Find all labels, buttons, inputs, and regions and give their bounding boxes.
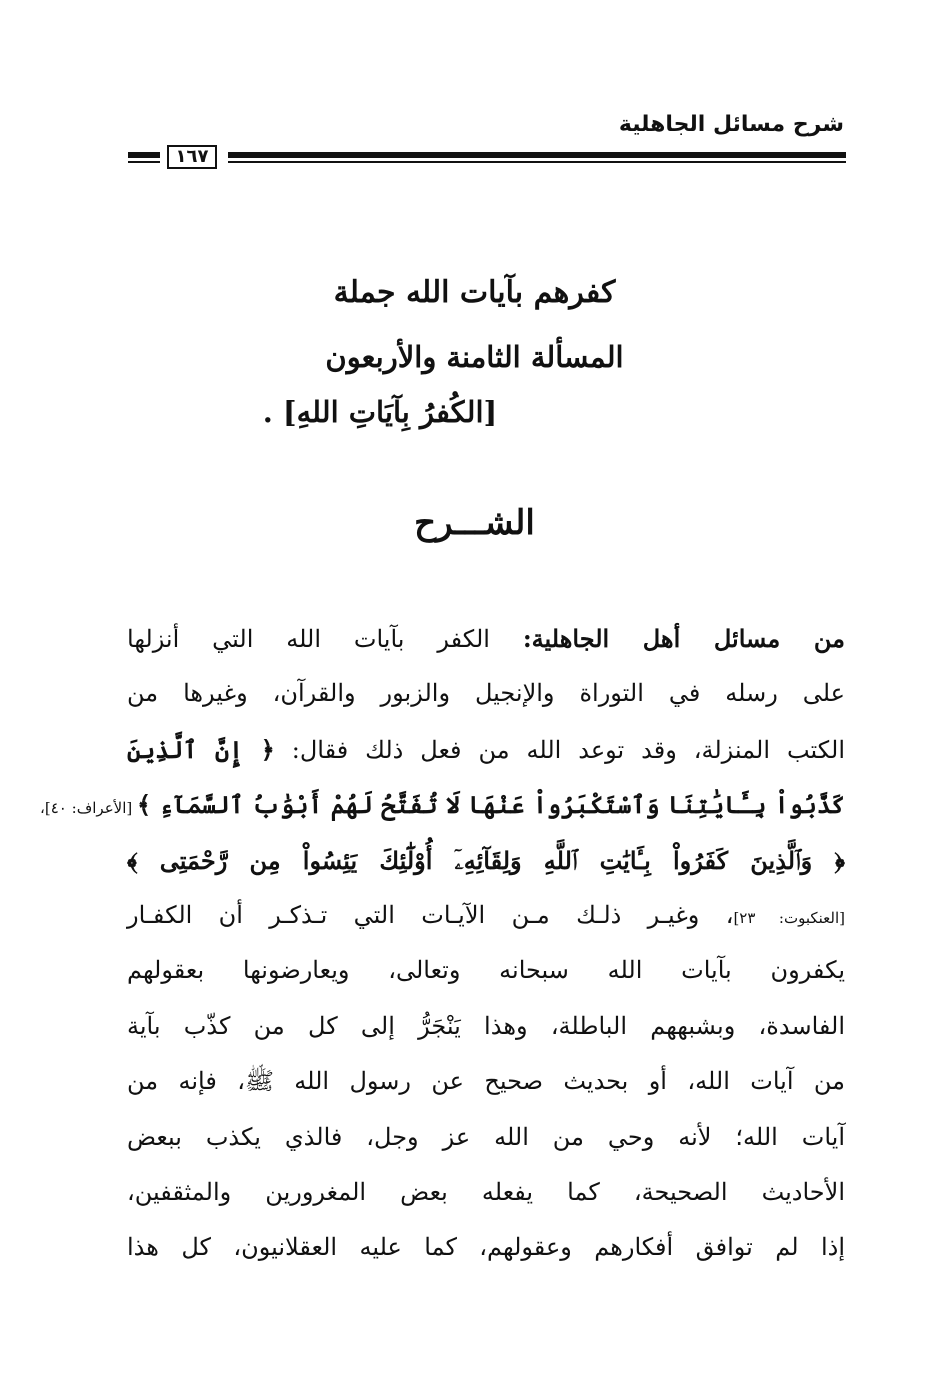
body-line: من آيات الله، أو بحديث صحيح عن رسول الله ﷺ، فإنه من <box>127 1067 846 1096</box>
header-rule-thick <box>228 152 846 158</box>
verse-reference: [العنكبوت: ٢٣] <box>733 908 845 927</box>
running-header-title: شرح مسائل الجاهلية <box>618 112 844 137</box>
body-line: الفاسدة، وبشبههم الباطلة، وهذا يَنْجَرُّ إلى كل من كذّب بآية <box>127 1011 845 1040</box>
header-rule-thin <box>228 161 846 163</box>
issue-text: [الكُفرُ بِآيَاتِ اللهِ] . <box>262 395 498 429</box>
body-text-segment: ، وغيـر ذلـك مـن الآيـات التي تـذكـر أن الكفـار <box>127 900 734 929</box>
body-text-segment: الكفر بآيات الله التي أنزلها <box>127 625 523 653</box>
body-line <box>127 888 845 943</box>
header-rule-left-thick <box>128 152 160 158</box>
quran-verse: ﴿ وَٱلَّذِينَ كَفَرُواْ بِـَٔايَٰتِ ٱللَّهِ وَلِقَآئِهِۦٓ أُوْلَٰٓئِكَ يَئِسُواْ مِن رَّحْمَتِى ﴾ <box>127 845 845 875</box>
verse-reference: [الأعراف: ٤٠]، <box>40 799 137 818</box>
quran-verse: كَذَّبُواْ بِـَٔايَٰتِنَا وَٱسْتَكْبَرُواْ عَنْهَا لَا تُفَتَّحُ لَهُمْ أَبْوَٰبُ ٱلسَّمَآءِ ﴾ <box>136 790 845 820</box>
issue-number-heading: المسألة الثامنة والأربعون <box>325 340 624 374</box>
body-paragraph <box>40 611 846 1276</box>
body-line <box>40 777 845 832</box>
lead-phrase: من مسائل أهل الجاهلية: <box>522 624 845 653</box>
body-text-segment: الكتب المنزلة، وقد توعد الله من فعل ذلك فقال: <box>274 735 845 764</box>
body-line: إذا لم توافق أفكارهم وعقولهم، كما عليه العقلانيون، كل هذا <box>127 1233 845 1262</box>
body-line: آيات الله؛ لأنه وحي من الله عز وجل، فالذي يكذب ببعض <box>127 1122 845 1151</box>
body-line: يكفرون بآيات الله سبحانه وتعالى، ويعارضونها بعقولهم <box>127 956 845 985</box>
body-line: الأحاديث الصحيحة، كما يفعله بعض المغرورين والمثقفين، <box>127 1177 845 1206</box>
body-line <box>127 611 845 666</box>
explanation-heading: الشـــرح <box>414 503 535 543</box>
header-rule-left-thin <box>128 161 160 163</box>
body-line <box>127 722 845 777</box>
quran-verse: ﴿ إِنَّ ٱلَّذِينَ <box>127 734 275 764</box>
page-number: ١٦٧ <box>167 145 217 169</box>
body-line: على رسله في التوراة والإنجيل والزبور والقرآن، وغيرها من <box>127 679 845 708</box>
chapter-title: كفرهم بآيات الله جملة <box>333 275 616 310</box>
body-line <box>127 833 845 888</box>
